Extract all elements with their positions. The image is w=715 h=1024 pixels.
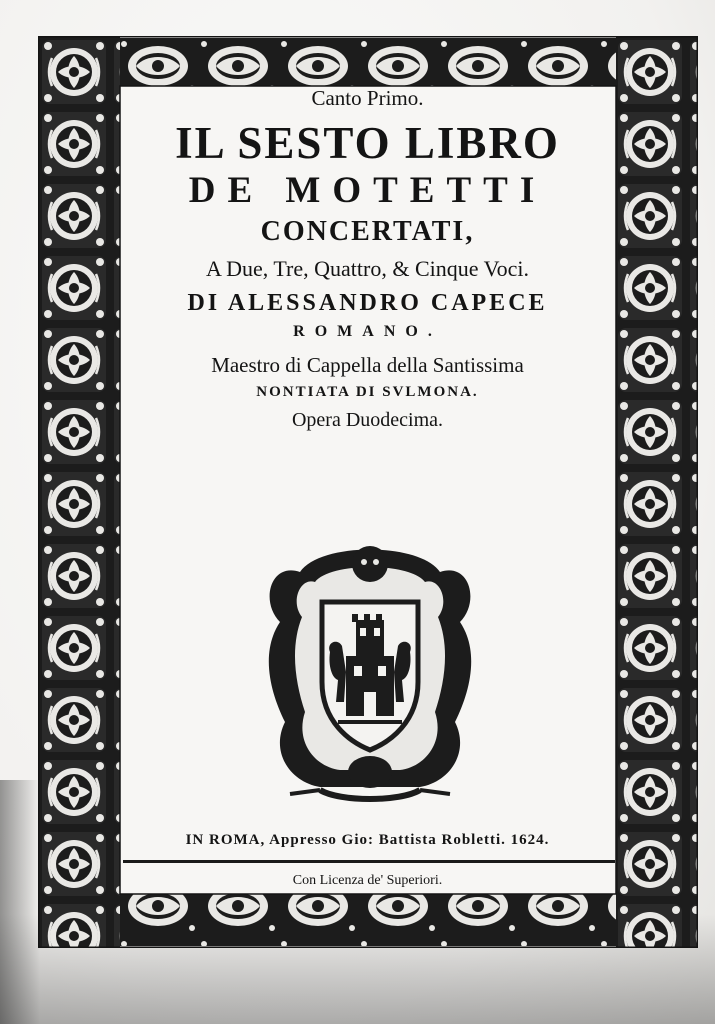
position-line-2: NONTIATA DI SVLMONA.: [256, 384, 479, 400]
title-line-3: CONCERTATI,: [260, 216, 475, 247]
voices-line: A Due, Tre, Quattro, & Cinque Voci.: [205, 256, 530, 281]
scan-shadow-left: [0, 780, 40, 1024]
title-block: [120, 84, 615, 888]
position-line-1: Maestro di Cappella della Santissima: [211, 353, 524, 377]
imprint-line: IN ROMA, Appresso Gio: Battista Robletti. 1624.: [185, 832, 550, 848]
title-line-2: DE MOTETTI: [188, 170, 547, 211]
license-line: Con Licenza de' Superiori.: [292, 873, 443, 888]
author-line: DI ALESSANDRO CAPECE: [187, 290, 548, 316]
origin-line: ROMANO.: [293, 323, 442, 340]
part-label: Canto Primo.: [311, 86, 424, 110]
coat-of-arms-icon: [260, 532, 480, 810]
title-page-frame: [38, 36, 698, 948]
title-line-1: IL SESTO LIBRO: [175, 118, 560, 168]
imprint-rule: [123, 860, 615, 863]
opus-line: Opera Duodecima.: [291, 409, 444, 431]
